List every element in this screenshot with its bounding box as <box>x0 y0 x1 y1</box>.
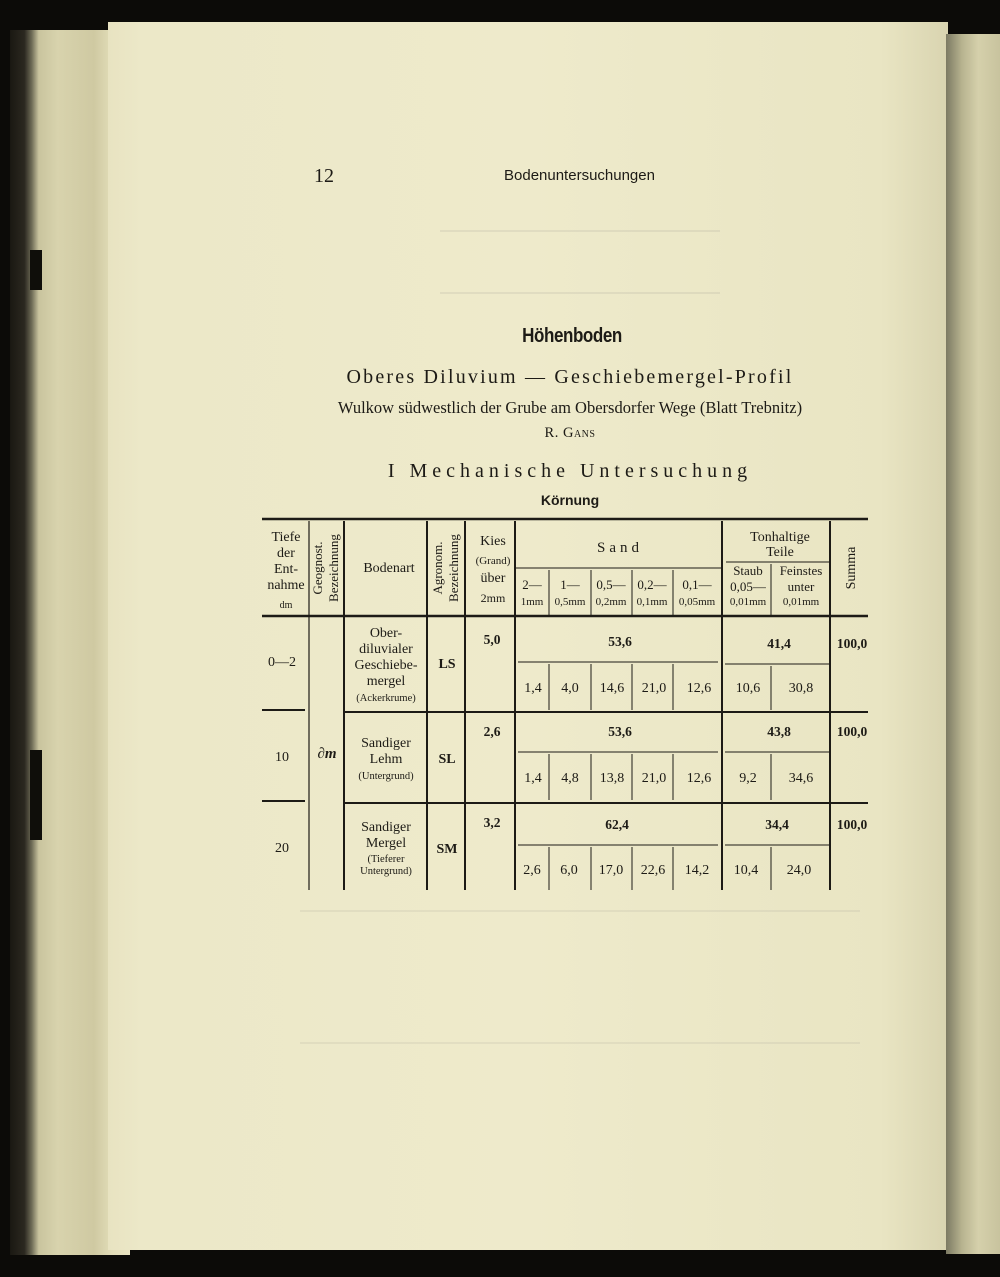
row-summa: 100,0 <box>836 724 868 739</box>
profile-subtitle: Oberes Diluvium — Geschiebemergel-Profil <box>346 366 794 388</box>
header-feinstes-line: Feinstes <box>779 563 823 578</box>
header-tonhaltige-line: Tonhaltige <box>750 530 810 545</box>
table-row <box>275 724 867 786</box>
row-bodenart-line: mergel <box>366 674 406 689</box>
row-staub: 10,4 <box>733 863 759 878</box>
header-tiefe-line: der <box>277 546 295 561</box>
section-title: I Mechanische Untersuchung <box>387 460 753 482</box>
sample-location: Wulkow südwestlich der Grube am Obersdorfer Wege (Blatt Trebnitz) <box>337 398 803 417</box>
row-summa: 100,0 <box>836 817 868 832</box>
row-bodenart-note: Untergrund) <box>360 866 412 877</box>
row-bodenart-line: Sandiger <box>361 820 411 835</box>
header-sand: Sand <box>597 540 643 556</box>
header-agronom-line: Bezeichnung <box>446 534 461 602</box>
header-bodenart: Bodenart <box>363 561 415 576</box>
row-sand-value: 13,8 <box>599 771 625 786</box>
row-bodenart-note: (Tieferer <box>367 854 405 865</box>
header-staub-line: 0,01mm <box>729 596 767 608</box>
row-bodenart-line: Mergel <box>365 836 407 851</box>
row-staub: 10,6 <box>735 681 761 696</box>
row-sand-total: 62,4 <box>605 817 629 832</box>
sand-fraction-to: 0,1mm <box>636 596 668 608</box>
row-bodenart-line: Sandiger <box>361 736 411 751</box>
header-tiefe-line: Ent- <box>273 562 299 577</box>
row-sand-value: 6,0 <box>560 863 578 878</box>
row-agronom: SL <box>438 752 456 767</box>
sand-fraction-from: 2— <box>522 577 542 592</box>
row-tiefe: 10 <box>275 750 289 765</box>
row-bodenart-note: (Ackerkrume) <box>356 693 416 704</box>
row-kies: 2,6 <box>483 724 501 739</box>
row-sand-value: 12,6 <box>686 681 712 696</box>
row-tiefe: 20 <box>275 841 289 856</box>
row-bodenart-line: Geschiebe- <box>354 658 418 673</box>
sand-fraction-from: 0,1— <box>682 577 712 592</box>
row-sand-value: 12,6 <box>686 771 712 786</box>
header-geognost-line: Geognost. <box>310 541 325 595</box>
sand-fraction-to: 0,2mm <box>595 596 627 608</box>
row-sand-value: 21,0 <box>641 681 667 696</box>
sand-fraction-to: 0,5mm <box>554 596 586 608</box>
header-feinstes-line: unter <box>787 579 815 594</box>
row-sand-value: 1,4 <box>524 681 542 696</box>
header-kies-line: Kies <box>480 534 506 549</box>
row-sand-value: 17,0 <box>598 863 624 878</box>
row-bodenart-note: (Untergrund) <box>358 771 414 782</box>
sand-fraction-from: 1— <box>560 577 580 592</box>
section-subtitle: Körnung <box>540 492 600 508</box>
header-agronom-line: Agronom. <box>430 541 445 595</box>
row-summa: 100,0 <box>836 636 868 651</box>
header-staub-line: Staub <box>733 563 763 578</box>
row-agronom: SM <box>436 842 458 857</box>
row-bodenart-line: Lehm <box>369 752 403 767</box>
header-sand-fractions <box>521 577 716 608</box>
header-tonhaltige-line: Teile <box>766 545 794 560</box>
running-title: Bodenuntersuchungen <box>504 167 655 184</box>
row-ton-total: 41,4 <box>767 636 791 651</box>
row-sand-value: 1,4 <box>524 771 542 786</box>
row-ton-total: 43,8 <box>767 724 791 739</box>
header-staub-line: 0,05— <box>730 579 766 594</box>
row-bodenart-line: Ober- <box>369 626 403 641</box>
header-summa: Summa <box>844 546 859 590</box>
sand-fraction-to: 1mm <box>520 596 544 608</box>
sand-fraction-to: 0,05mm <box>678 596 716 608</box>
header-feinstes-line: 0,01mm <box>782 596 820 608</box>
row-ton-total: 34,4 <box>765 817 789 832</box>
page-title: Höhenboden <box>522 325 622 347</box>
row-bodenart-line: diluvialer <box>359 642 413 657</box>
row-sand-value: 22,6 <box>640 863 666 878</box>
sand-fraction-from: 0,5— <box>596 577 626 592</box>
table-row <box>268 626 867 704</box>
row-feinstes: 34,6 <box>788 771 814 786</box>
header-kies-line: (Grand) <box>475 555 511 567</box>
row-kies: 5,0 <box>483 632 501 647</box>
row-agronom: LS <box>438 657 456 672</box>
row-sand-total: 53,6 <box>608 634 632 649</box>
row-sand-value: 4,0 <box>561 681 579 696</box>
row-sand-value: 4,8 <box>561 771 579 786</box>
geognost-symbol: ∂m <box>317 746 337 762</box>
sand-fraction-from: 0,2— <box>637 577 667 592</box>
header-kies-line: 2mm <box>480 591 506 605</box>
header-tiefe-line: nahme <box>267 578 305 593</box>
row-sand-value: 2,6 <box>523 863 541 878</box>
row-sand-total: 53,6 <box>608 724 632 739</box>
header-tonhaltige <box>730 530 823 608</box>
header-kies-line: über <box>480 571 506 586</box>
table-rules <box>262 519 868 890</box>
row-staub: 9,2 <box>739 771 757 786</box>
table-row <box>275 815 867 878</box>
header-tiefe <box>267 530 304 611</box>
row-feinstes: 24,0 <box>786 863 812 878</box>
row-sand-value: 14,6 <box>599 681 625 696</box>
header-geognost-line: Bezeichnung <box>326 534 341 602</box>
header-kies <box>476 534 511 605</box>
row-sand-value: 21,0 <box>641 771 667 786</box>
row-feinstes: 30,8 <box>788 681 814 696</box>
row-sand-value: 14,2 <box>684 863 710 878</box>
page-number: 12 <box>314 165 334 187</box>
row-kies: 3,2 <box>483 815 501 830</box>
header-tiefe-line: Tiefe <box>271 530 301 545</box>
row-tiefe: 0—2 <box>268 655 296 670</box>
header-tiefe-unit: dm <box>279 600 293 611</box>
author-name: R. Gans <box>544 425 596 441</box>
